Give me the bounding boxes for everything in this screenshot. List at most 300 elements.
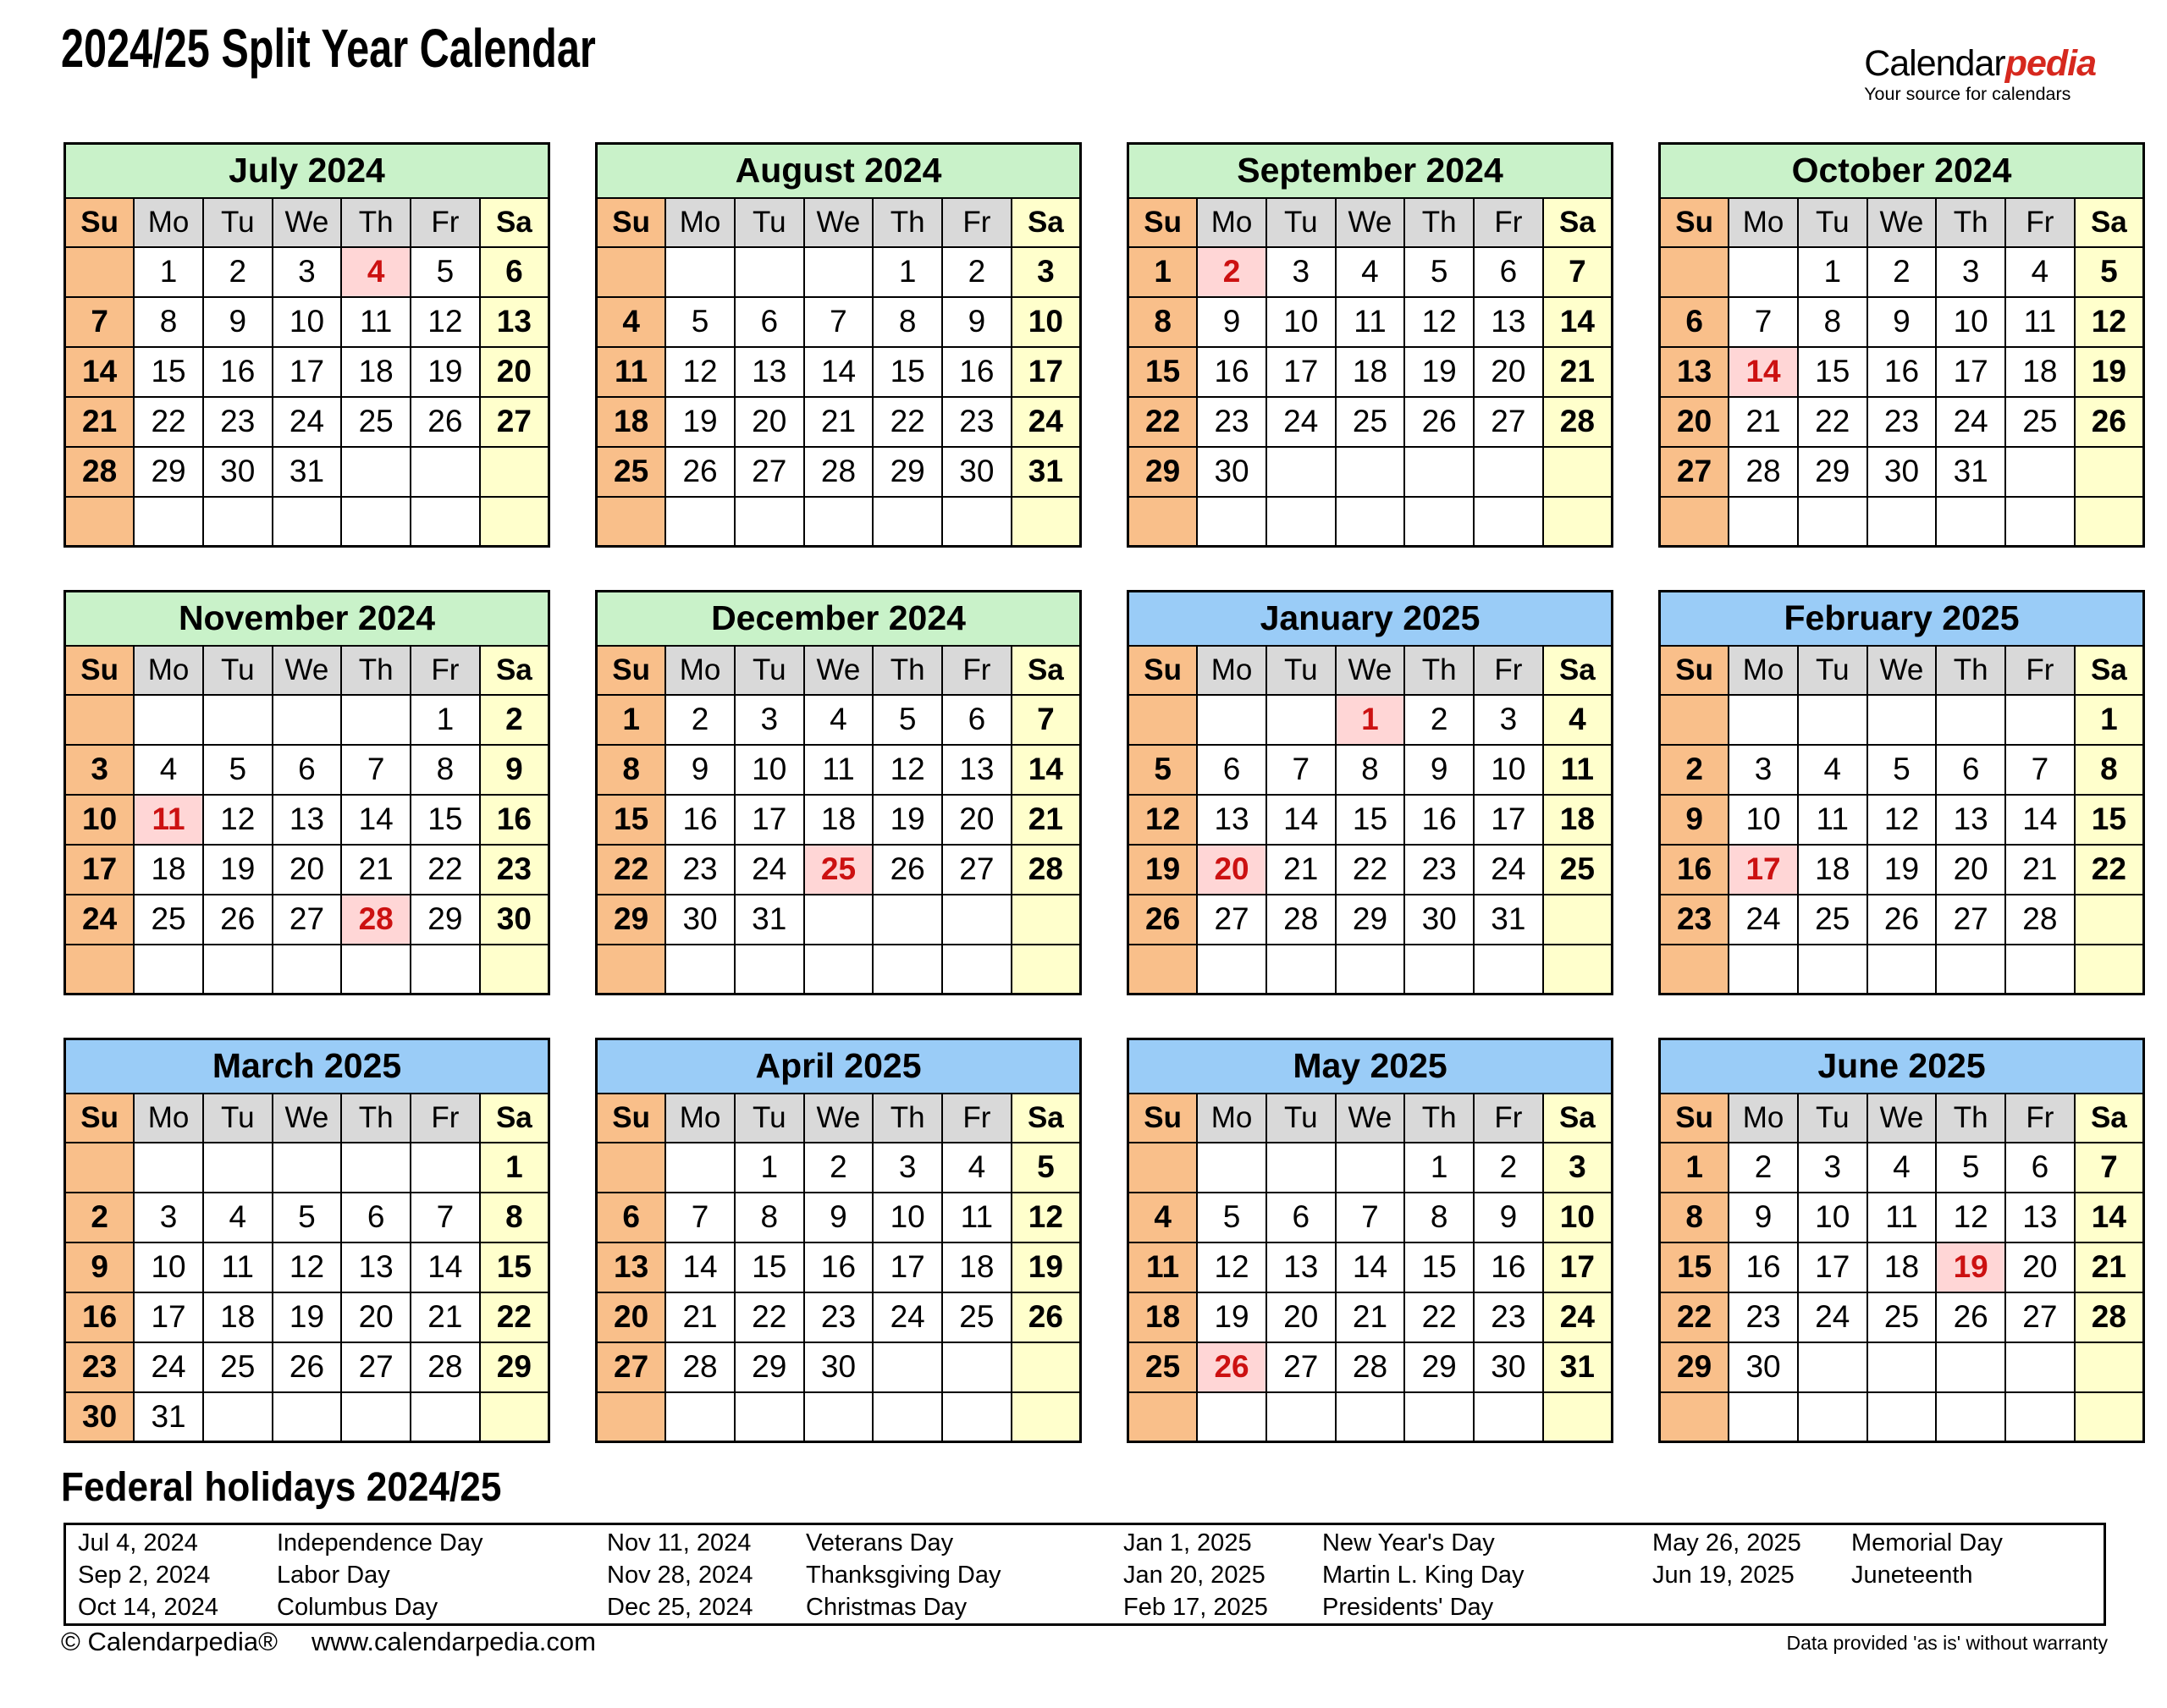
- day-header-fr: Fr: [1474, 1094, 1543, 1143]
- date-cell-empty: [2075, 447, 2144, 497]
- date-cell-20: 20: [273, 845, 342, 895]
- date-cell-6: 6: [735, 297, 804, 347]
- date-cell-empty: [597, 1143, 666, 1193]
- month-may-2025: [1127, 1038, 1613, 1443]
- date-cell-21: 21: [804, 397, 874, 447]
- date-cell-21: 21: [65, 397, 135, 447]
- date-cell-9: 9: [480, 745, 549, 795]
- day-header-we: We: [1867, 198, 1937, 247]
- date-cell-20: 20: [735, 397, 804, 447]
- day-header-mo: Mo: [1729, 1094, 1798, 1143]
- date-cell-29: 29: [1798, 447, 1867, 497]
- date-cell-21: 21: [1336, 1292, 1405, 1342]
- date-cell-4: 4: [597, 297, 666, 347]
- month-title: April 2025: [597, 1039, 1081, 1094]
- date-cell-23: 23: [203, 397, 273, 447]
- day-header-sa: Sa: [2075, 198, 2144, 247]
- date-cell-26: 26: [203, 895, 273, 945]
- date-cell-31: 31: [1543, 1342, 1613, 1392]
- date-cell-17: 17: [134, 1292, 203, 1342]
- date-cell-29: 29: [1336, 895, 1405, 945]
- date-cell-30: 30: [1729, 1342, 1798, 1392]
- date-cell-19: 19: [1012, 1242, 1081, 1292]
- date-cell-empty: [873, 895, 942, 945]
- date-cell-29: 29: [597, 895, 666, 945]
- holiday-date: May 26, 2025: [1652, 1529, 1801, 1556]
- date-cell-empty: [134, 695, 203, 745]
- day-header-we: We: [1336, 1094, 1405, 1143]
- day-header-sa: Sa: [2075, 1094, 2144, 1143]
- date-cell-9: 9: [804, 1193, 874, 1242]
- date-cell-27: 27: [942, 845, 1012, 895]
- day-header-th: Th: [873, 1094, 942, 1143]
- month-april-2025: [595, 1038, 1082, 1443]
- date-cell-empty: [735, 1392, 804, 1442]
- day-header-sa: Sa: [480, 646, 549, 695]
- date-cell-17: 17: [1474, 795, 1543, 845]
- date-cell-18: 18: [1543, 795, 1613, 845]
- day-header-su: Su: [65, 1094, 135, 1143]
- date-cell-empty: [1266, 695, 1336, 745]
- date-cell-6: 6: [1197, 745, 1266, 795]
- date-cell-8: 8: [1798, 297, 1867, 347]
- date-cell-2: 2: [1197, 247, 1266, 297]
- date-cell-11: 11: [1128, 1242, 1198, 1292]
- date-cell-1: 1: [1404, 1143, 1474, 1193]
- date-cell-23: 23: [942, 397, 1012, 447]
- date-cell-empty: [273, 1392, 342, 1442]
- day-header-tu: Tu: [735, 198, 804, 247]
- date-cell-20: 20: [341, 1292, 411, 1342]
- date-cell-empty: [2005, 447, 2075, 497]
- calendarpedia-logo: [1864, 43, 2096, 104]
- date-cell-5: 5: [1867, 745, 1937, 795]
- date-cell-10: 10: [273, 297, 342, 347]
- date-cell-26: 26: [1197, 1342, 1266, 1392]
- day-header-su: Su: [1128, 646, 1198, 695]
- date-cell-empty: [411, 1392, 480, 1442]
- date-cell-28: 28: [2075, 1292, 2144, 1342]
- date-cell-29: 29: [411, 895, 480, 945]
- date-cell-13: 13: [2005, 1193, 2075, 1242]
- day-header-sa: Sa: [1543, 198, 1613, 247]
- day-header-tu: Tu: [203, 1094, 273, 1143]
- date-cell-9: 9: [942, 297, 1012, 347]
- date-cell-27: 27: [1197, 895, 1266, 945]
- day-header-tu: Tu: [735, 1094, 804, 1143]
- date-cell-empty: [1729, 497, 1798, 547]
- day-header-mo: Mo: [665, 646, 735, 695]
- date-cell-24: 24: [1798, 1292, 1867, 1342]
- date-cell-empty: [1798, 945, 1867, 994]
- date-cell-empty: [1404, 447, 1474, 497]
- date-cell-20: 20: [1660, 397, 1729, 447]
- month-title: August 2024: [597, 144, 1081, 198]
- date-cell-empty: [2005, 1392, 2075, 1442]
- holiday-date: Jan 1, 2025: [1123, 1529, 1252, 1556]
- date-cell-8: 8: [735, 1193, 804, 1242]
- date-cell-empty: [1266, 497, 1336, 547]
- holiday-date: Jun 19, 2025: [1652, 1561, 1795, 1589]
- date-cell-21: 21: [341, 845, 411, 895]
- date-cell-9: 9: [1404, 745, 1474, 795]
- date-cell-2: 2: [203, 247, 273, 297]
- day-header-sa: Sa: [1012, 1094, 1081, 1143]
- day-header-th: Th: [1936, 646, 2005, 695]
- date-cell-20: 20: [942, 795, 1012, 845]
- date-cell-empty: [203, 945, 273, 994]
- date-cell-23: 23: [1729, 1292, 1798, 1342]
- date-cell-empty: [65, 945, 135, 994]
- date-cell-7: 7: [1336, 1193, 1405, 1242]
- date-cell-13: 13: [1474, 297, 1543, 347]
- date-cell-12: 12: [411, 297, 480, 347]
- date-cell-11: 11: [597, 347, 666, 397]
- date-cell-23: 23: [1660, 895, 1729, 945]
- date-cell-4: 4: [203, 1193, 273, 1242]
- month-july-2024: [63, 142, 550, 548]
- date-cell-22: 22: [873, 397, 942, 447]
- date-cell-empty: [273, 497, 342, 547]
- date-cell-19: 19: [1867, 845, 1937, 895]
- date-cell-7: 7: [804, 297, 874, 347]
- date-cell-4: 4: [2005, 247, 2075, 297]
- day-header-tu: Tu: [203, 198, 273, 247]
- date-cell-16: 16: [1474, 1242, 1543, 1292]
- date-cell-10: 10: [1729, 795, 1798, 845]
- date-cell-19: 19: [1404, 347, 1474, 397]
- date-cell-16: 16: [1867, 347, 1937, 397]
- date-cell-empty: [1867, 1392, 1937, 1442]
- date-cell-empty: [942, 895, 1012, 945]
- date-cell-20: 20: [1936, 845, 2005, 895]
- date-cell-empty: [665, 945, 735, 994]
- date-cell-19: 19: [1197, 1292, 1266, 1342]
- day-header-mo: Mo: [1729, 198, 1798, 247]
- holiday-date: Nov 11, 2024: [607, 1529, 752, 1556]
- date-cell-empty: [1798, 695, 1867, 745]
- date-cell-12: 12: [2075, 297, 2144, 347]
- date-cell-11: 11: [1867, 1193, 1937, 1242]
- month-december-2024: [595, 590, 1082, 995]
- day-header-we: We: [273, 198, 342, 247]
- date-cell-29: 29: [1660, 1342, 1729, 1392]
- date-cell-14: 14: [804, 347, 874, 397]
- date-cell-empty: [2005, 497, 2075, 547]
- date-cell-26: 26: [873, 845, 942, 895]
- date-cell-6: 6: [1660, 297, 1729, 347]
- footer-url[interactable]: www.calendarpedia.com: [311, 1627, 596, 1656]
- date-cell-26: 26: [273, 1342, 342, 1392]
- date-cell-7: 7: [1729, 297, 1798, 347]
- date-cell-6: 6: [1266, 1193, 1336, 1242]
- day-header-fr: Fr: [2005, 1094, 2075, 1143]
- date-cell-empty: [1336, 497, 1405, 547]
- date-cell-28: 28: [665, 1342, 735, 1392]
- date-cell-27: 27: [273, 895, 342, 945]
- date-cell-empty: [273, 1143, 342, 1193]
- date-cell-18: 18: [597, 397, 666, 447]
- date-cell-21: 21: [2005, 845, 2075, 895]
- date-cell-11: 11: [2005, 297, 2075, 347]
- month-title: February 2025: [1660, 592, 2144, 646]
- date-cell-14: 14: [1336, 1242, 1405, 1292]
- day-header-su: Su: [65, 198, 135, 247]
- date-cell-empty: [1197, 695, 1266, 745]
- date-cell-empty: [873, 945, 942, 994]
- date-cell-empty: [2005, 1342, 2075, 1392]
- date-cell-empty: [1474, 1392, 1543, 1442]
- date-cell-empty: [1543, 1392, 1613, 1442]
- logo-wordmark: [1864, 43, 2096, 84]
- day-header-we: We: [1867, 646, 1937, 695]
- date-cell-empty: [735, 945, 804, 994]
- day-header-sa: Sa: [480, 1094, 549, 1143]
- date-cell-empty: [1798, 1342, 1867, 1392]
- day-header-tu: Tu: [1266, 646, 1336, 695]
- date-cell-21: 21: [2075, 1242, 2144, 1292]
- date-cell-30: 30: [1197, 447, 1266, 497]
- holiday-name: Thanksgiving Day: [806, 1561, 1001, 1589]
- federal-holidays-table: [63, 1523, 2106, 1626]
- date-cell-24: 24: [1266, 397, 1336, 447]
- date-cell-empty: [411, 1143, 480, 1193]
- date-cell-20: 20: [1474, 347, 1543, 397]
- day-header-su: Su: [597, 646, 666, 695]
- date-cell-empty: [341, 945, 411, 994]
- date-cell-17: 17: [735, 795, 804, 845]
- date-cell-19: 19: [411, 347, 480, 397]
- date-cell-10: 10: [873, 1193, 942, 1242]
- holiday-date: Sep 2, 2024: [78, 1561, 211, 1589]
- date-cell-12: 12: [665, 347, 735, 397]
- date-cell-22: 22: [411, 845, 480, 895]
- date-cell-3: 3: [1936, 247, 2005, 297]
- date-cell-28: 28: [1012, 845, 1081, 895]
- date-cell-6: 6: [341, 1193, 411, 1242]
- day-header-sa: Sa: [1543, 1094, 1613, 1143]
- date-cell-22: 22: [1798, 397, 1867, 447]
- date-cell-5: 5: [1012, 1143, 1081, 1193]
- day-header-we: We: [1867, 1094, 1937, 1143]
- date-cell-21: 21: [1543, 347, 1613, 397]
- date-cell-empty: [1128, 1143, 1198, 1193]
- day-header-tu: Tu: [1798, 198, 1867, 247]
- date-cell-7: 7: [2005, 745, 2075, 795]
- date-cell-empty: [597, 1392, 666, 1442]
- date-cell-14: 14: [1266, 795, 1336, 845]
- date-cell-27: 27: [1660, 447, 1729, 497]
- date-cell-30: 30: [942, 447, 1012, 497]
- date-cell-30: 30: [1404, 895, 1474, 945]
- month-june-2025: [1658, 1038, 2145, 1443]
- date-cell-empty: [1543, 895, 1613, 945]
- date-cell-18: 18: [1867, 1242, 1937, 1292]
- day-header-su: Su: [1660, 198, 1729, 247]
- date-cell-empty: [1936, 1392, 2005, 1442]
- date-cell-empty: [804, 497, 874, 547]
- date-cell-14: 14: [2075, 1193, 2144, 1242]
- holiday-date: Nov 28, 2024: [607, 1561, 753, 1589]
- date-cell-18: 18: [341, 347, 411, 397]
- date-cell-empty: [1798, 497, 1867, 547]
- date-cell-26: 26: [1012, 1292, 1081, 1342]
- date-cell-empty: [1474, 447, 1543, 497]
- date-cell-24: 24: [1543, 1292, 1613, 1342]
- day-header-fr: Fr: [1474, 646, 1543, 695]
- day-header-mo: Mo: [1197, 198, 1266, 247]
- date-cell-empty: [1336, 447, 1405, 497]
- date-cell-15: 15: [411, 795, 480, 845]
- date-cell-24: 24: [1729, 895, 1798, 945]
- day-header-mo: Mo: [1197, 646, 1266, 695]
- date-cell-empty: [1543, 945, 1613, 994]
- date-cell-empty: [1266, 945, 1336, 994]
- date-cell-12: 12: [1867, 795, 1937, 845]
- date-cell-empty: [1660, 945, 1729, 994]
- day-header-mo: Mo: [665, 198, 735, 247]
- day-header-th: Th: [341, 646, 411, 695]
- date-cell-4: 4: [1867, 1143, 1937, 1193]
- date-cell-1: 1: [1660, 1143, 1729, 1193]
- date-cell-4: 4: [804, 695, 874, 745]
- date-cell-24: 24: [1474, 845, 1543, 895]
- date-cell-15: 15: [480, 1242, 549, 1292]
- date-cell-4: 4: [942, 1143, 1012, 1193]
- date-cell-7: 7: [411, 1193, 480, 1242]
- date-cell-18: 18: [942, 1242, 1012, 1292]
- date-cell-empty: [411, 447, 480, 497]
- date-cell-22: 22: [1404, 1292, 1474, 1342]
- date-cell-14: 14: [665, 1242, 735, 1292]
- date-cell-5: 5: [203, 745, 273, 795]
- date-cell-10: 10: [134, 1242, 203, 1292]
- date-cell-5: 5: [1128, 745, 1198, 795]
- date-cell-empty: [804, 945, 874, 994]
- date-cell-2: 2: [942, 247, 1012, 297]
- day-header-mo: Mo: [1197, 1094, 1266, 1143]
- date-cell-empty: [1012, 945, 1081, 994]
- month-november-2024: [63, 590, 550, 995]
- month-title: December 2024: [597, 592, 1081, 646]
- date-cell-5: 5: [873, 695, 942, 745]
- month-title: October 2024: [1660, 144, 2144, 198]
- day-header-fr: Fr: [2005, 646, 2075, 695]
- date-cell-17: 17: [1543, 1242, 1613, 1292]
- date-cell-1: 1: [2075, 695, 2144, 745]
- date-cell-6: 6: [2005, 1143, 2075, 1193]
- date-cell-empty: [411, 497, 480, 547]
- date-cell-empty: [942, 1392, 1012, 1442]
- date-cell-11: 11: [1798, 795, 1867, 845]
- date-cell-empty: [411, 945, 480, 994]
- date-cell-6: 6: [1936, 745, 2005, 795]
- date-cell-empty: [1336, 1143, 1405, 1193]
- day-header-sa: Sa: [480, 198, 549, 247]
- date-cell-empty: [1867, 1342, 1937, 1392]
- date-cell-22: 22: [480, 1292, 549, 1342]
- date-cell-10: 10: [1543, 1193, 1613, 1242]
- day-header-th: Th: [1936, 198, 2005, 247]
- date-cell-26: 26: [1867, 895, 1937, 945]
- date-cell-24: 24: [1012, 397, 1081, 447]
- day-header-th: Th: [341, 1094, 411, 1143]
- date-cell-16: 16: [480, 795, 549, 845]
- date-cell-7: 7: [1012, 695, 1081, 745]
- date-cell-empty: [1197, 1143, 1266, 1193]
- holiday-name: Independence Day: [277, 1529, 483, 1556]
- date-cell-15: 15: [1336, 795, 1405, 845]
- date-cell-empty: [1197, 945, 1266, 994]
- date-cell-29: 29: [735, 1342, 804, 1392]
- date-cell-5: 5: [2075, 247, 2144, 297]
- logo-text-black: Calendar: [1864, 43, 2005, 84]
- date-cell-29: 29: [134, 447, 203, 497]
- date-cell-18: 18: [203, 1292, 273, 1342]
- date-cell-12: 12: [1936, 1193, 2005, 1242]
- date-cell-13: 13: [942, 745, 1012, 795]
- date-cell-24: 24: [65, 895, 135, 945]
- date-cell-13: 13: [341, 1242, 411, 1292]
- date-cell-empty: [203, 695, 273, 745]
- date-cell-15: 15: [873, 347, 942, 397]
- date-cell-22: 22: [735, 1292, 804, 1342]
- date-cell-18: 18: [134, 845, 203, 895]
- day-header-we: We: [273, 1094, 342, 1143]
- date-cell-empty: [804, 247, 874, 297]
- logo-tagline: Your source for calendars: [1864, 84, 2071, 104]
- date-cell-empty: [942, 945, 1012, 994]
- date-cell-17: 17: [1936, 347, 2005, 397]
- date-cell-17: 17: [873, 1242, 942, 1292]
- date-cell-22: 22: [1336, 845, 1405, 895]
- date-cell-empty: [1660, 497, 1729, 547]
- date-cell-21: 21: [1266, 845, 1336, 895]
- month-september-2024: [1127, 142, 1613, 548]
- date-cell-13: 13: [1660, 347, 1729, 397]
- date-cell-8: 8: [411, 745, 480, 795]
- date-cell-5: 5: [665, 297, 735, 347]
- date-cell-empty: [1936, 1342, 2005, 1392]
- date-cell-3: 3: [1798, 1143, 1867, 1193]
- date-cell-18: 18: [1336, 347, 1405, 397]
- date-cell-13: 13: [735, 347, 804, 397]
- date-cell-31: 31: [735, 895, 804, 945]
- date-cell-empty: [597, 247, 666, 297]
- month-title: May 2025: [1128, 1039, 1613, 1094]
- date-cell-30: 30: [1867, 447, 1937, 497]
- date-cell-2: 2: [1474, 1143, 1543, 1193]
- date-cell-3: 3: [873, 1143, 942, 1193]
- date-cell-16: 16: [1660, 845, 1729, 895]
- holiday-name: Presidents' Day: [1322, 1593, 1494, 1621]
- date-cell-8: 8: [480, 1193, 549, 1242]
- date-cell-25: 25: [203, 1342, 273, 1392]
- day-header-th: Th: [341, 198, 411, 247]
- date-cell-29: 29: [480, 1342, 549, 1392]
- date-cell-empty: [341, 695, 411, 745]
- date-cell-10: 10: [1474, 745, 1543, 795]
- footer-disclaimer: Data provided 'as is' without warranty: [1786, 1632, 2108, 1654]
- day-header-su: Su: [1128, 1094, 1198, 1143]
- date-cell-18: 18: [1798, 845, 1867, 895]
- date-cell-8: 8: [1336, 745, 1405, 795]
- date-cell-1: 1: [480, 1143, 549, 1193]
- holiday-name: Labor Day: [277, 1561, 390, 1589]
- date-cell-12: 12: [1404, 297, 1474, 347]
- date-cell-20: 20: [1197, 845, 1266, 895]
- date-cell-16: 16: [203, 347, 273, 397]
